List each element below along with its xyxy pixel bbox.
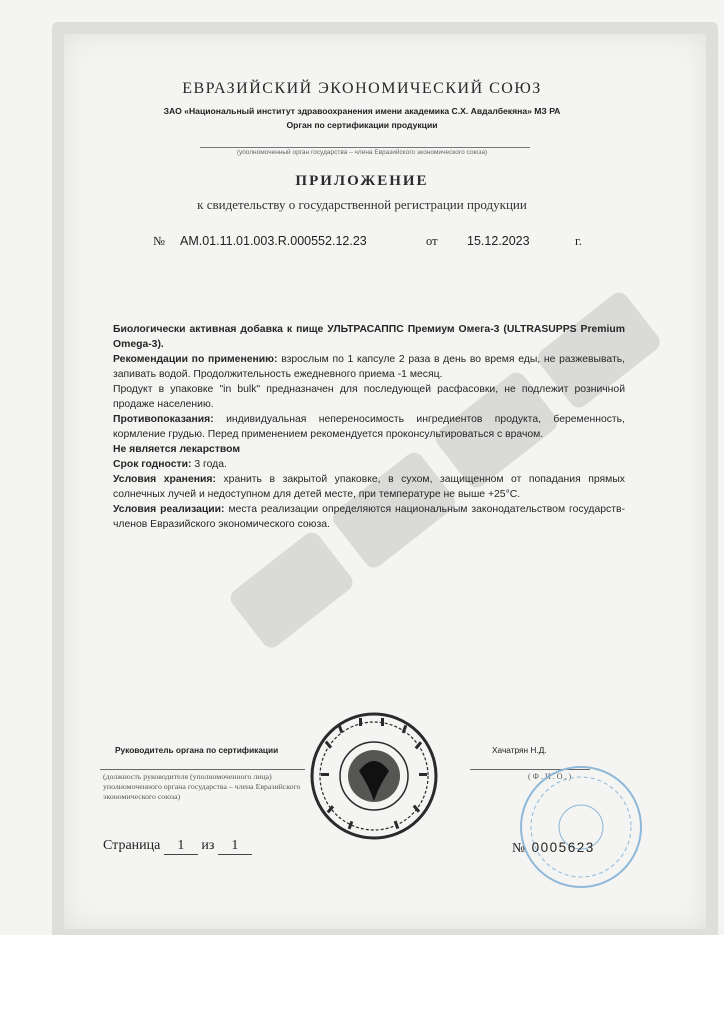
reg-number: AM.01.11.01.003.R.000552.12.23 <box>180 234 367 248</box>
contra-text: индивидуальная непереносимость ингредиентов продукта, беременность, кормление грудью. Перед применением рекомендуется проконсультироваться с врачом. <box>113 414 625 440</box>
institute-name: ЗАО «Национальный институт здравоохранения имени академика С.Х. Авдалбекяна» МЗ РА <box>163 106 561 116</box>
bulk-paragraph: Продукт в упаковке "in bulk" предназначен для последующей расфасовки, не подлежит розничной продаже населению. <box>113 384 625 410</box>
annex-subtitle: к свидетельству о государственной регистрации продукции <box>197 197 527 212</box>
header-divider <box>200 147 530 148</box>
page-label: Страница <box>103 838 161 853</box>
sale-label: Условия реализации: <box>113 504 225 515</box>
page-counter <box>103 838 252 855</box>
reg-from-label: от <box>426 234 438 248</box>
reg-date: 15.12.2023 <box>467 234 530 248</box>
organ-name: Орган по сертификации продукции <box>286 120 438 130</box>
official-seal-icon <box>309 711 439 841</box>
shelf-paragraph <box>113 457 625 472</box>
storage-text: хранить в закрытой упаковке, в сухом, защищенном от попадания прямых солнечных лучей и недоступном для детей месте, при температуре не выше +25°С. <box>113 474 625 500</box>
head-name: Хачатрян Н.Д. <box>492 745 547 755</box>
shelf-text: 3 года. <box>191 459 227 470</box>
reg-number-label: № <box>153 234 165 248</box>
storage-label: Условия хранения: <box>113 474 216 485</box>
serial-number: 0005623 <box>531 840 595 855</box>
serial-number-block <box>512 840 595 856</box>
storage-paragraph <box>113 472 625 502</box>
annex-body <box>113 322 625 532</box>
page-of-label: из <box>201 838 215 853</box>
union-title: ЕВРАЗИЙСКИЙ ЭКОНОМИЧЕСКИЙ СОЮЗ <box>182 80 542 97</box>
fio-caption: (Ф.И.О.) <box>528 772 574 781</box>
annex-title: ПРИЛОЖЕНИЕ <box>295 173 429 189</box>
page-total: 1 <box>218 838 252 855</box>
usage-text: взрослым по 1 капсуле 2 раза в день во время еды, не разжевывать, запивать водой. Продолжительность ежедневного приема -1 месяц. <box>113 354 625 380</box>
blue-stamp-icon <box>516 762 646 892</box>
sale-paragraph <box>113 502 625 532</box>
product-name: Биологически активная добавка к пище УЛЬТРАСАППС Премиум Омега-3 (ULTRASUPPS Premium Omega-3). <box>113 324 625 350</box>
serial-label: № <box>512 840 527 855</box>
usage-paragraph <box>113 352 625 382</box>
contra-paragraph <box>113 412 625 442</box>
usage-label: Рекомендации по применению: <box>113 354 278 365</box>
sale-text: места реализации определяются национальным законодательством государств-членов Евразийского экономического союза. <box>113 504 625 530</box>
position-caption: (должность руководителя (уполномоченного лица) уполномоченного органа государства – члена Евразийского экономического союза) <box>103 772 301 801</box>
position-underline <box>100 769 305 770</box>
not-medicine: Не является лекарством <box>113 444 241 455</box>
contra-label: Противопоказания: <box>113 414 214 425</box>
reg-year-suffix: г. <box>575 234 582 248</box>
organ-caption: (уполномоченный орган государства – члена Евразийского экономического союза) <box>236 149 488 156</box>
shelf-label: Срок годности: <box>113 459 192 470</box>
head-label: Руководитель органа по сертификации <box>115 745 279 755</box>
page-current: 1 <box>164 838 198 855</box>
